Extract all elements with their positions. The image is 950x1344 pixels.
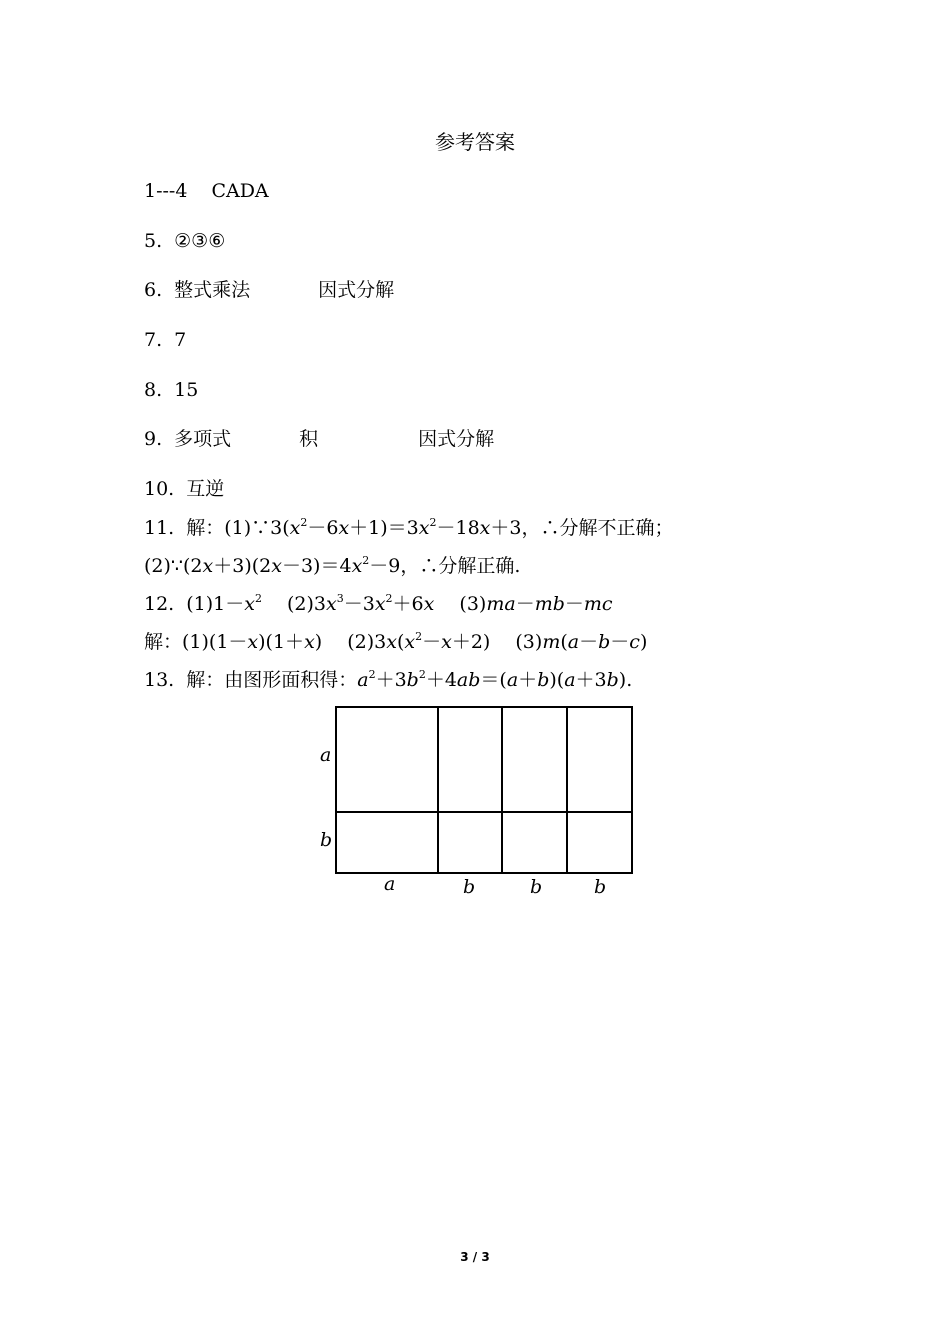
answer-1-4 [144,178,269,204]
answer-number: 10. [144,478,175,500]
answer-11-line-2: $(2)\because(2x+3)(2x-3)=4x^2-9$，∴分解正确. [144,554,521,577]
answer-text: 15 [174,379,199,401]
answer-part: 因式分解 [418,428,495,450]
page-title: 参考答案 [435,130,515,154]
answer-text: ，∴分解不正确； [521,517,674,539]
answer-12-line-2: 解：(1)(1－x)(1＋x) $(2)3x(x^2-x+2)$ (3)m(a－b－c) [144,630,648,653]
answer-text: 7 [174,329,187,351]
answer-part: 多项式 [174,428,232,450]
answer-text: CADA [211,180,269,202]
answer-10 [144,476,224,502]
answer-number: 13. [144,669,175,691]
side-label-a: a [320,744,332,766]
answer-text: 解：(1)∵3( [186,517,290,539]
bottom-label-b: b [594,876,607,898]
answer-text: (3) [459,593,487,615]
answer-number: 6. [144,279,163,301]
answer-12-line-1: 12. $(1)1-x^2$ $(2)3x^3-3x^2+6x$ (3)ma－mb－mc [144,592,613,615]
answer-part: 因式分解 [318,279,395,301]
answer-13: 13. 解：由图形面积得：$a^2+3b^2+4ab=(a+b)(a+3b)$. [144,668,633,691]
bottom-label-b: b [463,876,476,898]
answer-number: 9. [144,428,163,450]
answer-text: ②③⑥ [174,230,226,252]
answer-text: 解：由图形面积得： [186,669,358,691]
answer-text: (2)3 [287,593,327,615]
answer-text: 互逆 [186,478,225,500]
bottom-label-b: b [530,876,543,898]
answer-part: 整式乘法 [174,279,251,301]
answer-number: 12. [144,593,175,615]
answer-5 [144,228,225,254]
answer-text: ，∴分解正确. [400,555,521,577]
answer-number: 7. [144,329,163,351]
outer-rectangle [336,707,632,873]
answer-number: 1---4 [144,180,188,202]
answer-part: 积 [299,428,319,450]
answer-8 [144,377,198,403]
answer-text: (3) [515,631,543,653]
answer-number: 8. [144,379,163,401]
page-number: 3 / 3 [460,1250,490,1264]
side-label-b: b [320,829,333,851]
bottom-label-a: a [384,873,396,895]
answer-number: 11. [144,517,175,539]
answer-7 [144,327,186,353]
answer-text: (1)1－ [186,593,245,615]
answer-number: 5. [144,230,163,252]
answer-6 [144,277,394,303]
answer-text: (2)∵(2 [144,555,203,577]
answer-9 [144,426,494,452]
answer-text: 解：(1)(1－ [144,631,248,653]
area-diagram [300,700,660,910]
answer-text: (2)3 [347,631,387,653]
answer-11-line-1: 11. 解：$(1)\because 3(x^2-6x+1)=3x^2-18x+3$，∴分解不正确； [144,516,674,539]
